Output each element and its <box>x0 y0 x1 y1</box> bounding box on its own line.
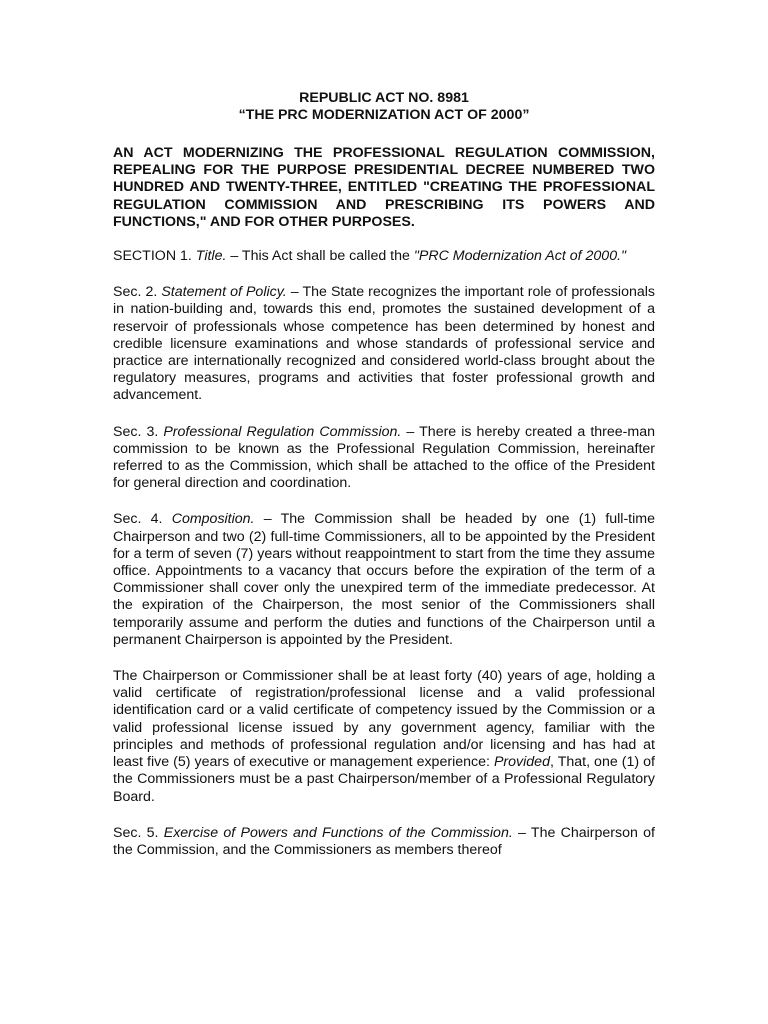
section-1 <box>113 248 655 265</box>
section-2 <box>113 284 655 404</box>
section-4-label: Sec. 4. <box>113 511 172 528</box>
document-body <box>113 90 655 859</box>
section-2-label: Sec. 2. <box>113 284 162 301</box>
section-1-label: SECTION 1. <box>113 248 196 265</box>
provided-keyword: Provided <box>493 754 550 771</box>
section-5-label: Sec. 5. <box>113 824 164 841</box>
act-number: REPUBLIC ACT NO. 8981 <box>299 90 469 106</box>
act-short-name: “THE PRC MODERNIZATION ACT OF 2000” <box>238 107 530 123</box>
section-3-label: Sec. 3. <box>113 423 164 440</box>
section-3 <box>113 424 655 493</box>
qualifications-text: The Chairperson or Commissioner shall be at least forty (40) years of age, holding a valid certificate of registration/professional license and a valid professional identification card or a valid certificate of competency issued by the Commission or a valid professional license issued by any government agency, familiar with the principles and methods of professional regulation and/or licensing and has had at least five (5) years of executive or management experience: <box>113 668 655 771</box>
section-3-text: – There is hereby created a three-man commission to be known as the Professional Regulation Commission, hereinafter referred to as the Commission, which shall be attached to the office of the President for general direction and coordination. <box>113 423 655 492</box>
section-5-heading: Exercise of Powers and Functions of the Commission. <box>163 824 513 841</box>
section-5-text: – The Chairperson of the Commission, and the Commissioners as members thereof <box>113 824 655 858</box>
section-4-heading: Composition. <box>171 511 255 528</box>
section-4-qualifications <box>113 668 655 806</box>
section-2-heading: Statement of Policy. <box>161 284 287 301</box>
section-2-text: – The State recognizes the important role of professionals in nation-building and, towards this end, promotes the sustained development of a reservoir of professionals whose competence has been determined by honest and credible licensure examinations and whose standards of professional service and practice are internationally recognized and considered world-class brought about the regulatory measures, programs and activities that foster professional growth and advancement. <box>113 284 655 404</box>
qualifications-proviso: , That, one (1) of the Commissioners must be a past Chairperson/member of a Professional Regulatory Board. <box>113 754 655 805</box>
section-5 <box>113 825 655 859</box>
section-4 <box>113 511 655 649</box>
section-1-heading: Title. <box>195 248 227 265</box>
section-4-text: – The Commission shall be headed by one (1) full-time Chairperson and two (2) full-time Commissioners, all to be appointed by the President for a term of seven (7) years without reappointment to start from the time they assume office. Appointments to a vacancy that occurs before the expiration of the term of a Commissioner shall cover only the unexpired term of the immediate predecessor. At the expiration of the Chairperson, the most senior of the Commissioners shall temporarily assume and perform the duties and functions of the Chairperson until a permanent Chairperson is appointed by the President. <box>113 511 655 648</box>
section-3-heading: Professional Regulation Commission. <box>163 423 402 440</box>
section-1-quoted-title: "PRC Modernization Act of 2000." <box>413 248 627 265</box>
section-1-text: – This Act shall be called the <box>226 248 414 265</box>
act-long-title: AN ACT MODERNIZING THE PROFESSIONAL REGULATION COMMISSION, REPEALING FOR THE PURPOSE PRESIDENTIAL DECREE NUMBERED TWO HUNDRED AND TWENTY-THREE, ENTITLED "CREATING THE PROFESSIONAL REGULATION COMMISSION AND PRESCRIBING ITS POWERS AND FUNCTIONS," AND FOR OTHER PURPOSES. <box>113 145 655 230</box>
